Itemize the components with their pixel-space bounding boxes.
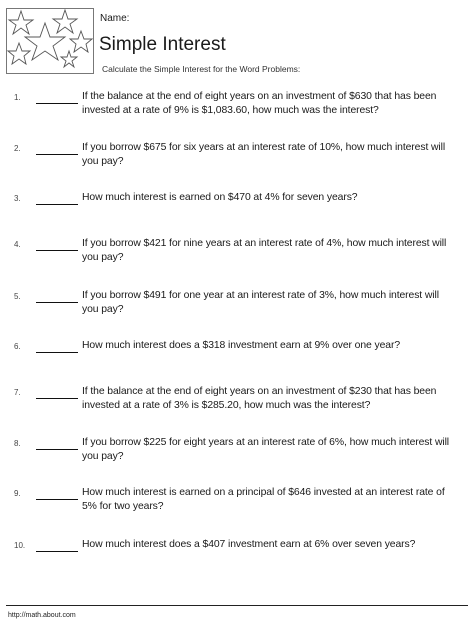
problem-number: 5. — [14, 292, 21, 301]
problem-text: How much interest does a $318 investment earn at 9% over one year? — [82, 340, 401, 351]
problem-number: 3. — [14, 194, 21, 203]
answer-blank[interactable] — [36, 194, 78, 205]
answer-blank[interactable] — [36, 93, 78, 104]
instructions: Calculate the Simple Interest for the Word Problems: — [102, 64, 301, 74]
problem-number: 7. — [14, 388, 21, 397]
problem-text: If you borrow $225 for eight years at an interest rate of 6%, how much interest will you pay? — [82, 437, 450, 462]
answer-blank[interactable] — [36, 292, 78, 303]
problem-number: 9. — [14, 489, 21, 498]
problem-text: If you borrow $675 for six years at an interest rate of 10%, how much interest will you pay? — [82, 142, 446, 167]
answer-blank[interactable] — [36, 489, 78, 500]
answer-blank[interactable] — [36, 388, 78, 399]
problem-number: 4. — [14, 240, 21, 249]
name-label: Name: — [100, 13, 130, 24]
problem-text: How much interest does a $407 investment earn at 6% over seven years? — [82, 539, 416, 550]
problem-text: How much interest is earned on $470 at 4% for seven years? — [82, 192, 358, 203]
problem-number: 8. — [14, 439, 21, 448]
stars-logo — [6, 8, 94, 74]
problem-number: 1. — [14, 93, 21, 102]
problem-number: 6. — [14, 342, 21, 351]
page-title: Simple Interest — [99, 34, 226, 55]
problem-text: If you borrow $421 for nine years at an interest rate of 4%, how much interest will you pay? — [82, 238, 447, 263]
problem-text: If the balance at the end of eight years on an investment of $230 that has been invested at a rate of 3% is $285.20, how much was the interest? — [82, 386, 437, 411]
problem-text: How much interest is earned on a principal of $646 invested at an interest rate of 5% for two years? — [82, 487, 445, 512]
footer-source: http://math.about.com — [8, 612, 76, 619]
answer-blank[interactable] — [36, 342, 78, 353]
footer-divider — [6, 605, 468, 606]
answer-blank[interactable] — [36, 240, 78, 251]
stars-icon — [7, 9, 93, 73]
answer-blank[interactable] — [36, 439, 78, 450]
problem-number: 10. — [14, 541, 26, 550]
problem-text: If the balance at the end of eight years on an investment of $630 that has been invested at a rate of 9% is $1,083.60, how much was the interest? — [82, 91, 437, 116]
answer-blank[interactable] — [36, 144, 78, 155]
problem-number: 2. — [14, 144, 21, 153]
problem-text: If you borrow $491 for one year at an interest rate of 3%, how much interest will you pay? — [82, 290, 439, 315]
answer-blank[interactable] — [36, 541, 78, 552]
